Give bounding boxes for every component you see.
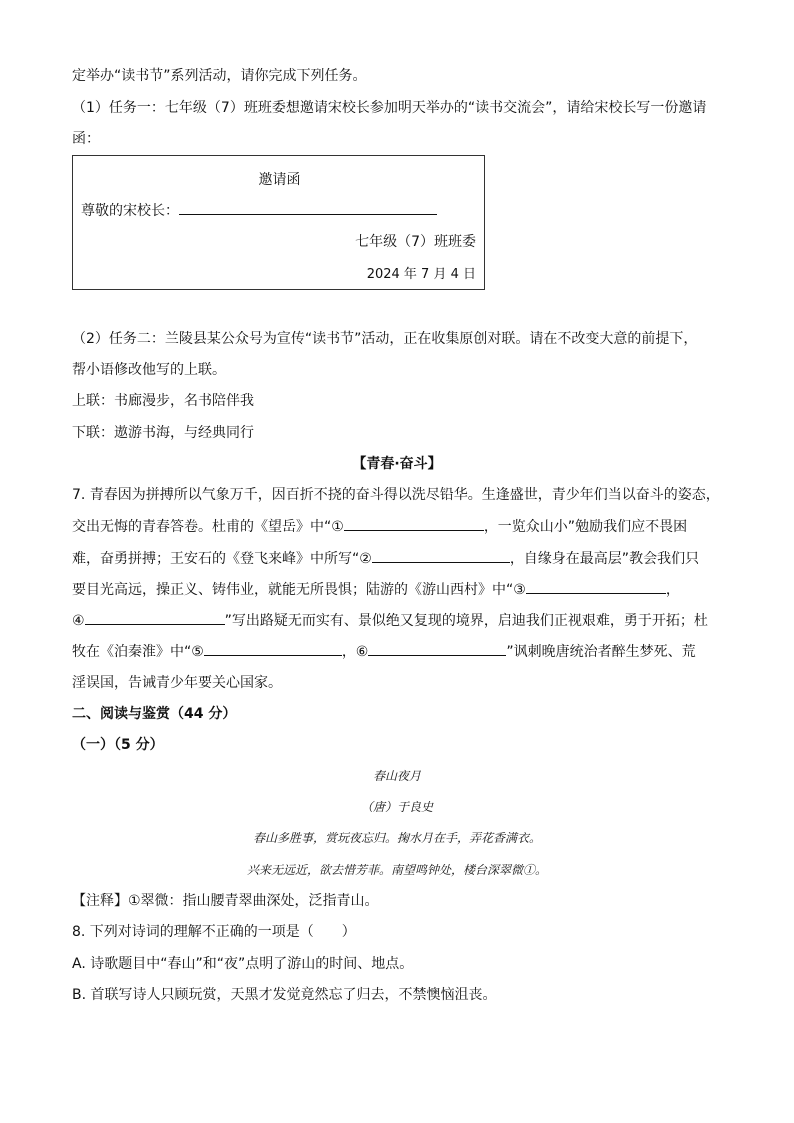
task2-text: （2）任务二：兰陵县某公众号为宣传“读书节”活动，正在收集原创对联。请在不改变大意的前提下，	[72, 331, 698, 347]
task1-text-cont: 函：	[72, 131, 100, 147]
q7-line2: 交出无悔的青春答卷。杜甫的《望岳》中“① ，一览众山小”勉励我们应不畏困	[72, 516, 687, 537]
option-b[interactable]: B. 首联写诗人只顾玩赏，天黑才发觉竟然忘了归去，不禁懊恼沮丧。	[72, 987, 497, 1003]
invitation-date: 2024 年 7 月 4 日	[366, 267, 476, 282]
sub1-heading: （一）（5 分）	[72, 737, 164, 753]
greeting-blank[interactable]	[179, 200, 437, 215]
q7-line7: 淫误国，告诫青少年要关心国家。	[72, 675, 282, 691]
task1-text: （1）任务一：七年级（7）班班委想邀请宋校长参加明天举办的“读书交流会”，请给宋校长写一份邀请	[72, 100, 707, 116]
blank-6[interactable]	[368, 641, 506, 656]
blank-2[interactable]	[372, 548, 510, 563]
invitation-box	[72, 155, 485, 290]
invitation-greeting	[81, 200, 437, 220]
annotation-note: 【注释】①翠微：指山腰青翠曲深处，泛指青山。	[72, 893, 379, 909]
blank-3[interactable]	[526, 579, 666, 594]
poem-author: （唐）于良史	[360, 800, 433, 814]
lower-couplet: 下联：遨游书海，与经典同行	[72, 425, 254, 441]
q7-line6: 牧在《泊秦淮》中“⑤ ，⑥ ”讽刺晚唐统治者醉生梦死、荒	[72, 641, 696, 662]
invitation-title: 邀请函	[258, 172, 301, 188]
poem-line-1: 春山多胜事，赏玩夜忘归。掬水月在手，弄花香满衣。	[252, 831, 541, 845]
invitation-signature: 七年级（7）班班委	[355, 234, 476, 250]
upper-couplet: 上联：书廊漫步，名书陪伴我	[72, 393, 254, 409]
blank-4[interactable]	[85, 610, 225, 625]
option-a[interactable]: A. 诗歌题目中“春山”和“夜”点明了游山的时间、地点。	[72, 956, 414, 972]
poem-line-2: 兴来无远近，欲去惜芳菲。南望鸣钟处，楼台深翠微①。	[246, 863, 547, 877]
poem-title: 春山夜月	[372, 769, 421, 783]
part2-heading: 二、阅读与鉴赏（44 分）	[72, 706, 237, 722]
section-heading: 【青春·奋斗】	[352, 456, 442, 472]
intro-text: 定举办“读书节”系列活动，请你完成下列任务。	[72, 68, 367, 84]
q7-line4: 要目光高远，操正义、铸伟业，就能无所畏惧；陆游的《游山西村》中“③ ，	[72, 579, 680, 600]
q7-line1: 7. 青春因为拼搏所以气象万千，因百折不挠的奋斗得以洗尽铅华。生逢盛世，青少年们当以奋斗的姿态，	[72, 487, 720, 503]
q7-line5: ④ ”写出路疑无而实有、景似绝又复现的境界，启迪我们正视艰难，勇于开拓；杜	[72, 610, 708, 631]
q7-line3: 难，奋勇拼搏；王安石的《登飞来峰》中所写“② ，自缘身在最高层”教会我们只	[72, 548, 699, 569]
q8-stem: 8. 下列对诗词的理解不正确的一项是（ ）	[72, 924, 356, 940]
blank-5[interactable]	[204, 641, 342, 656]
blank-1[interactable]	[344, 516, 484, 531]
greeting-label: 尊敬的宋校长：	[81, 203, 179, 219]
task2-text-cont: 帮小语修改他写的上联。	[72, 362, 226, 378]
